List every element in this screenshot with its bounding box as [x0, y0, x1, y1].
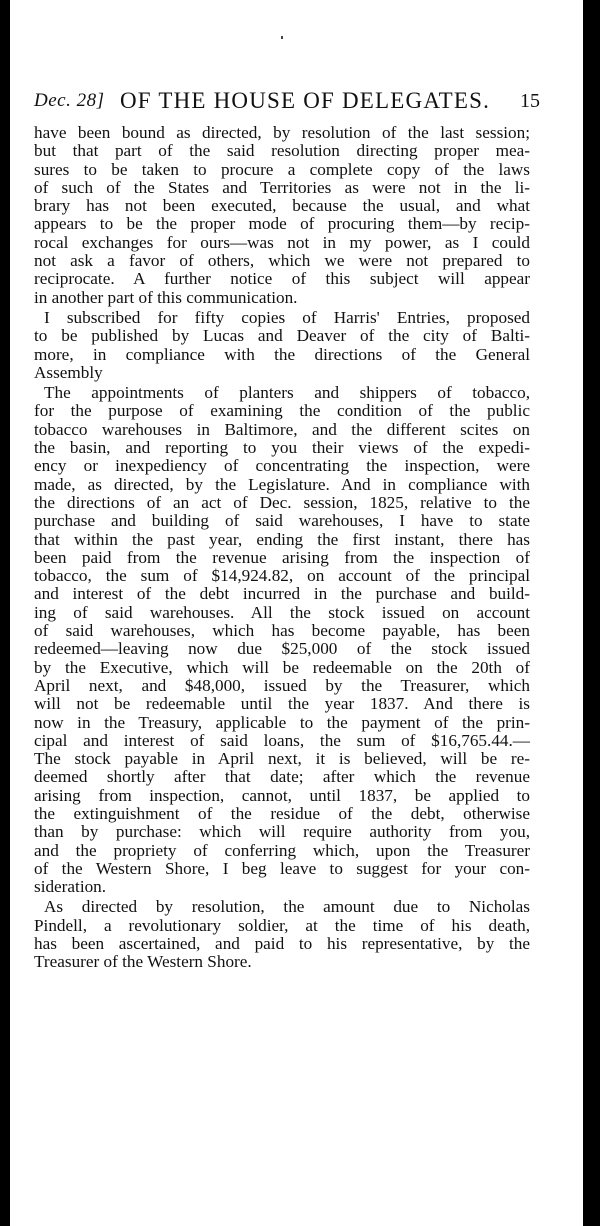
- header-title: OF THE HOUSE OF DELEGATES.: [120, 88, 491, 113]
- text-line: than by purchase: which will require authority from you,: [34, 822, 530, 842]
- page-number: 15: [520, 90, 540, 112]
- text-line: brary has not been executed, because the usual, and what: [34, 196, 530, 216]
- text-line: Assembly: [34, 362, 103, 382]
- paragraph-2: [34, 309, 530, 382]
- text-line: redeemed—leaving now due $25,000 of the stock issued: [34, 639, 530, 659]
- text-line: Treasurer of the Western Shore.: [34, 952, 252, 972]
- paragraph-3: [34, 384, 530, 896]
- text-line: has been ascertained, and paid to his representative, by the: [34, 934, 530, 954]
- paragraph-1: [34, 124, 530, 307]
- text-line: deemed shortly after that date; after which the revenue: [34, 767, 530, 787]
- text-line: have been bound as directed, by resolution of the last session;: [34, 123, 530, 142]
- text-line: to be published by Lucas and Deaver of the city of Balti-: [34, 326, 530, 346]
- text-line: sures to be taken to procure a complete copy of the laws: [34, 159, 530, 179]
- text-line: and interest of the debt incurred in the purchase and build-: [34, 584, 530, 604]
- text-line: of such of the States and Territories as were not in the li-: [34, 177, 530, 197]
- text-line: arising from inspection, cannot, until 1837, be applied to: [34, 785, 530, 805]
- text-line: As directed by resolution, the amount due to Nicholas: [44, 897, 530, 917]
- text-line: purchase and building of said warehouses, I have to state: [34, 511, 530, 531]
- text-line: Pindell, a revolutionary soldier, at the time of his death,: [34, 915, 530, 935]
- body-text: [34, 124, 530, 972]
- text-line: the directions of an act of Dec. session, 1825, relative to the: [34, 492, 530, 512]
- text-line: I subscribed for fifty copies of Harris' Entries, proposed: [44, 307, 530, 327]
- text-line: for the purpose of examining the condition of the public: [34, 401, 530, 421]
- scan-border-right: [583, 0, 600, 1226]
- text-line: the extinguishment of the residue of the debt, otherwise: [34, 803, 530, 823]
- text-line: the basin, and reporting to you their views of the expedi-: [34, 438, 530, 458]
- text-line: but that part of the said resolution directing proper mea-: [34, 141, 530, 161]
- text-line: The appointments of planters and shippers of tobacco,: [44, 383, 530, 403]
- ink-speck: [281, 36, 283, 39]
- text-line: not ask a favor of others, which we were not prepared to: [34, 251, 530, 271]
- text-line: reciprocate. A further notice of this subject will appear: [34, 269, 530, 289]
- text-line: The stock payable in April next, it is believed, will be re-: [34, 749, 530, 769]
- text-line: that within the past year, ending the first instant, there has: [34, 529, 530, 549]
- text-line: now in the Treasury, applicable to the payment of the prin-: [34, 712, 530, 732]
- text-line: and the propriety of conferring which, upon the Treasurer: [34, 840, 530, 860]
- text-line: made, as directed, by the Legislature. And in compliance with: [34, 474, 530, 494]
- text-line: been paid from the revenue arising from the inspection of: [34, 547, 530, 567]
- paragraph-4: [34, 898, 530, 971]
- running-header: [34, 90, 540, 124]
- text-line: more, in compliance with the directions of the General: [34, 344, 530, 364]
- text-line: tobacco, the sum of $14,924.82, on account of the principal: [34, 566, 530, 586]
- text-line: in another part of this communication.: [34, 287, 298, 307]
- text-line: ency or inexpediency of concentrating the inspection, were: [34, 456, 530, 476]
- text-line: appears to be the proper mode of procuring them—by recip-: [34, 214, 530, 234]
- text-line: rocal exchanges for ours—was not in my power, as I could: [34, 232, 530, 252]
- header-date: Dec. 28]: [34, 90, 105, 111]
- text-line: by the Executive, which will be redeemable on the 20th of: [34, 657, 530, 677]
- text-line: April next, and $48,000, issued by the Treasurer, which: [34, 675, 530, 695]
- text-line: of the Western Shore, I beg leave to suggest for your con-: [34, 858, 530, 878]
- text-line: ing of said warehouses. All the stock issued on account: [34, 602, 530, 622]
- text-line: cipal and interest of said loans, the sum of $16,765.44.—: [34, 730, 530, 750]
- text-line: will not be redeemable until the year 1837. And there is: [34, 694, 530, 714]
- text-line: tobacco warehouses in Baltimore, and the different scites on: [34, 419, 530, 439]
- text-line: sideration.: [34, 877, 107, 897]
- text-line: of said warehouses, which has become payable, has been: [34, 621, 530, 641]
